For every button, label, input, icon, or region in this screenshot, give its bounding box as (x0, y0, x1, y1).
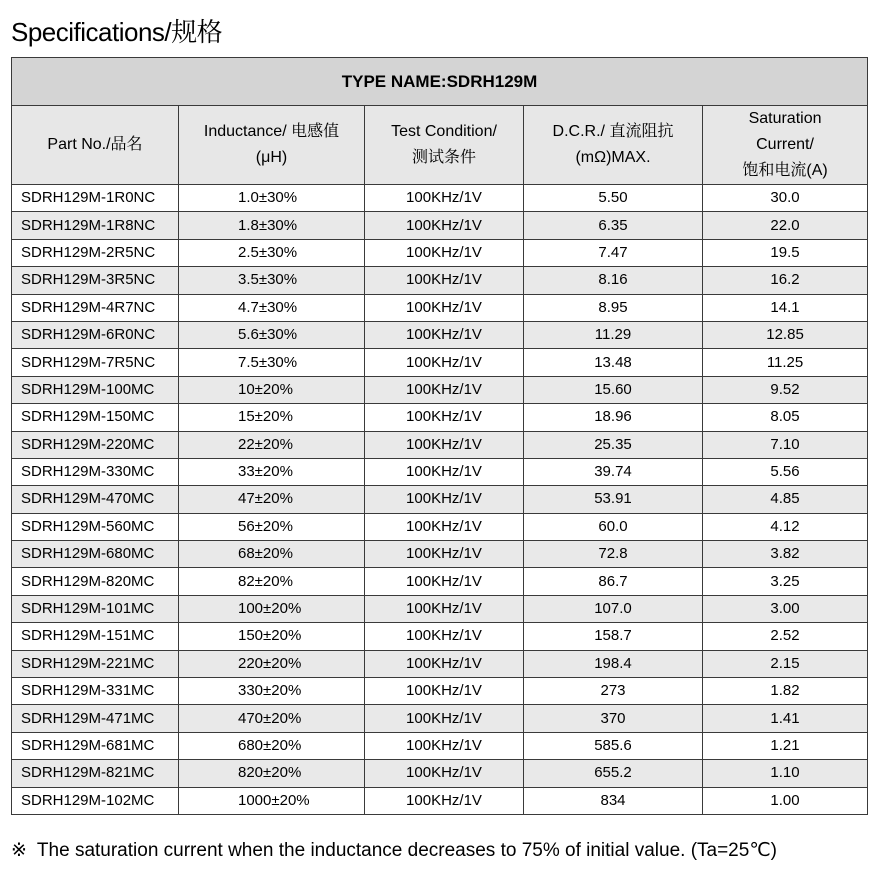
saturation-current-cell: 9.52 (703, 376, 868, 403)
saturation-current-cell: 8.05 (703, 404, 868, 431)
test-condition-cell: 100KHz/1V (365, 650, 524, 677)
dcr-cell: 5.50 (524, 185, 703, 212)
saturation-current-cell: 4.85 (703, 486, 868, 513)
test-condition-cell: 100KHz/1V (365, 732, 524, 759)
saturation-current-cell: 16.2 (703, 267, 868, 294)
part-no-cell: SDRH129M-2R5NC (12, 239, 179, 266)
saturation-current-cell: 3.00 (703, 595, 868, 622)
test-condition-header-line1: Test Condition/ (391, 123, 497, 140)
footnote (11, 838, 777, 864)
inductance-cell: 1.0±30% (179, 185, 365, 212)
test-condition-cell: 100KHz/1V (365, 623, 524, 650)
part-no-cell: SDRH129M-1R0NC (12, 185, 179, 212)
inductance-cell: 220±20% (179, 650, 365, 677)
inductance-cell: 100±20% (179, 595, 365, 622)
part-no-cell: SDRH129M-101MC (12, 595, 179, 622)
saturation-current-cell: 7.10 (703, 431, 868, 458)
dcr-cell: 370 (524, 705, 703, 732)
part-no-cell: SDRH129M-102MC (12, 787, 179, 814)
dcr-cell: 18.96 (524, 404, 703, 431)
table-row (12, 595, 868, 622)
specifications-table (11, 57, 868, 815)
saturation-header-line2: Current/ (756, 136, 814, 153)
test-condition-cell: 100KHz/1V (365, 349, 524, 376)
saturation-current-cell: 2.52 (703, 623, 868, 650)
inductance-cell: 2.5±30% (179, 239, 365, 266)
footnote-mark: ※ (11, 840, 27, 861)
part-no-cell: SDRH129M-7R5NC (12, 349, 179, 376)
test-condition-cell: 100KHz/1V (365, 267, 524, 294)
saturation-current-cell: 22.0 (703, 212, 868, 239)
part-no-cell: SDRH129M-821MC (12, 760, 179, 787)
test-condition-cell: 100KHz/1V (365, 212, 524, 239)
inductance-cell: 330±20% (179, 678, 365, 705)
saturation-current-cell: 1.10 (703, 760, 868, 787)
test-condition-cell: 100KHz/1V (365, 705, 524, 732)
part-no-cell: SDRH129M-221MC (12, 650, 179, 677)
dcr-cell: 39.74 (524, 458, 703, 485)
saturation-current-cell: 4.12 (703, 513, 868, 540)
inductance-cell: 5.6±30% (179, 321, 365, 348)
dcr-cell: 107.0 (524, 595, 703, 622)
test-condition-cell: 100KHz/1V (365, 760, 524, 787)
test-condition-cell: 100KHz/1V (365, 294, 524, 321)
table-row (12, 705, 868, 732)
table-row (12, 404, 868, 431)
saturation-current-cell: 11.25 (703, 349, 868, 376)
table-row (12, 732, 868, 759)
part-no-cell: SDRH129M-471MC (12, 705, 179, 732)
table-row (12, 541, 868, 568)
table-row (12, 294, 868, 321)
inductance-header-line2: (μH) (255, 149, 288, 166)
dcr-cell: 11.29 (524, 321, 703, 348)
dcr-cell: 8.16 (524, 267, 703, 294)
dcr-cell: 8.95 (524, 294, 703, 321)
inductance-cell: 470±20% (179, 705, 365, 732)
test-condition-cell: 100KHz/1V (365, 595, 524, 622)
saturation-current-cell: 5.56 (703, 458, 868, 485)
inductance-cell: 4.7±30% (179, 294, 365, 321)
dcr-cell: 53.91 (524, 486, 703, 513)
part-no-cell: SDRH129M-6R0NC (12, 321, 179, 348)
dcr-cell: 15.60 (524, 376, 703, 403)
test-condition-header-line2: 测试条件 (411, 149, 476, 166)
table-row (12, 513, 868, 540)
dcr-cell: 655.2 (524, 760, 703, 787)
dcr-cell: 834 (524, 787, 703, 814)
table-row (12, 623, 868, 650)
inductance-cell: 22±20% (179, 431, 365, 458)
part-no-cell: SDRH129M-680MC (12, 541, 179, 568)
inductance-cell: 1000±20% (179, 787, 365, 814)
saturation-current-cell: 1.21 (703, 732, 868, 759)
table-body (12, 185, 868, 815)
dcr-cell: 6.35 (524, 212, 703, 239)
table-row (12, 486, 868, 513)
saturation-header-line1: Saturation (748, 110, 822, 127)
test-condition-cell: 100KHz/1V (365, 486, 524, 513)
part-no-cell: SDRH129M-151MC (12, 623, 179, 650)
table-row (12, 321, 868, 348)
part-no-cell: SDRH129M-560MC (12, 513, 179, 540)
test-condition-cell: 100KHz/1V (365, 678, 524, 705)
dcr-cell: 198.4 (524, 650, 703, 677)
inductance-cell: 15±20% (179, 404, 365, 431)
inductance-header (179, 106, 365, 185)
dcr-cell: 585.6 (524, 732, 703, 759)
footnote-text: The saturation current when the inductance decreases to 75% of initial value. (Ta=25℃) (36, 840, 777, 861)
test-condition-cell: 100KHz/1V (365, 513, 524, 540)
dcr-cell: 25.35 (524, 431, 703, 458)
part-no-cell: SDRH129M-820MC (12, 568, 179, 595)
inductance-cell: 56±20% (179, 513, 365, 540)
dcr-cell: 273 (524, 678, 703, 705)
test-condition-cell: 100KHz/1V (365, 541, 524, 568)
dcr-cell: 72.8 (524, 541, 703, 568)
part-no-cell: SDRH129M-470MC (12, 486, 179, 513)
saturation-current-cell: 2.15 (703, 650, 868, 677)
part-no-cell: SDRH129M-331MC (12, 678, 179, 705)
table-row (12, 267, 868, 294)
test-condition-cell: 100KHz/1V (365, 568, 524, 595)
test-condition-cell: 100KHz/1V (365, 376, 524, 403)
table-row (12, 678, 868, 705)
saturation-current-cell: 19.5 (703, 239, 868, 266)
inductance-cell: 82±20% (179, 568, 365, 595)
test-condition-cell: 100KHz/1V (365, 787, 524, 814)
part-no-cell: SDRH129M-681MC (12, 732, 179, 759)
part-no-cell: SDRH129M-100MC (12, 376, 179, 403)
table-row (12, 376, 868, 403)
part-no-cell: SDRH129M-4R7NC (12, 294, 179, 321)
page-title: Specifications/规格 (11, 17, 223, 47)
inductance-cell: 150±20% (179, 623, 365, 650)
dcr-header-line2: (mΩ)MAX. (575, 149, 651, 166)
test-condition-cell: 100KHz/1V (365, 239, 524, 266)
part-no-header-label: Part No./品名 (47, 136, 143, 153)
table-row (12, 239, 868, 266)
inductance-cell: 47±20% (179, 486, 365, 513)
dcr-header (524, 106, 703, 185)
saturation-current-cell: 1.00 (703, 787, 868, 814)
saturation-current-cell: 30.0 (703, 185, 868, 212)
inductance-cell: 3.5±30% (179, 267, 365, 294)
dcr-cell: 13.48 (524, 349, 703, 376)
dcr-cell: 7.47 (524, 239, 703, 266)
dcr-header-line1: D.C.R./ 直流阻抗 (552, 123, 674, 140)
saturation-current-cell: 3.25 (703, 568, 868, 595)
table-row (12, 458, 868, 485)
table-row (12, 349, 868, 376)
saturation-current-cell: 14.1 (703, 294, 868, 321)
saturation-current-cell: 1.82 (703, 678, 868, 705)
inductance-cell: 10±20% (179, 376, 365, 403)
part-no-cell: SDRH129M-330MC (12, 458, 179, 485)
part-no-cell: SDRH129M-3R5NC (12, 267, 179, 294)
inductance-cell: 68±20% (179, 541, 365, 568)
test-condition-header (365, 106, 524, 185)
inductance-cell: 820±20% (179, 760, 365, 787)
saturation-header-line3: 饱和电流(A) (742, 162, 828, 179)
table-row (12, 212, 868, 239)
type-name-row (12, 58, 868, 106)
test-condition-cell: 100KHz/1V (365, 185, 524, 212)
table-row (12, 787, 868, 814)
saturation-current-cell: 3.82 (703, 541, 868, 568)
part-no-cell: SDRH129M-150MC (12, 404, 179, 431)
dcr-cell: 60.0 (524, 513, 703, 540)
table-row (12, 760, 868, 787)
part-no-cell: SDRH129M-1R8NC (12, 212, 179, 239)
test-condition-cell: 100KHz/1V (365, 404, 524, 431)
inductance-cell: 680±20% (179, 732, 365, 759)
part-no-cell: SDRH129M-220MC (12, 431, 179, 458)
saturation-current-cell: 1.41 (703, 705, 868, 732)
dcr-cell: 158.7 (524, 623, 703, 650)
inductance-cell: 7.5±30% (179, 349, 365, 376)
type-name-cell: TYPE NAME:SDRH129M (12, 58, 868, 106)
table-row (12, 568, 868, 595)
part-no-header (12, 106, 179, 185)
saturation-current-header (703, 106, 868, 185)
inductance-cell: 33±20% (179, 458, 365, 485)
table-row (12, 185, 868, 212)
header-row (12, 106, 868, 185)
inductance-cell: 1.8±30% (179, 212, 365, 239)
saturation-current-cell: 12.85 (703, 321, 868, 348)
test-condition-cell: 100KHz/1V (365, 321, 524, 348)
dcr-cell: 86.7 (524, 568, 703, 595)
test-condition-cell: 100KHz/1V (365, 458, 524, 485)
table-row (12, 431, 868, 458)
inductance-header-line1: Inductance/ 电感值 (203, 123, 340, 140)
table-row (12, 650, 868, 677)
test-condition-cell: 100KHz/1V (365, 431, 524, 458)
